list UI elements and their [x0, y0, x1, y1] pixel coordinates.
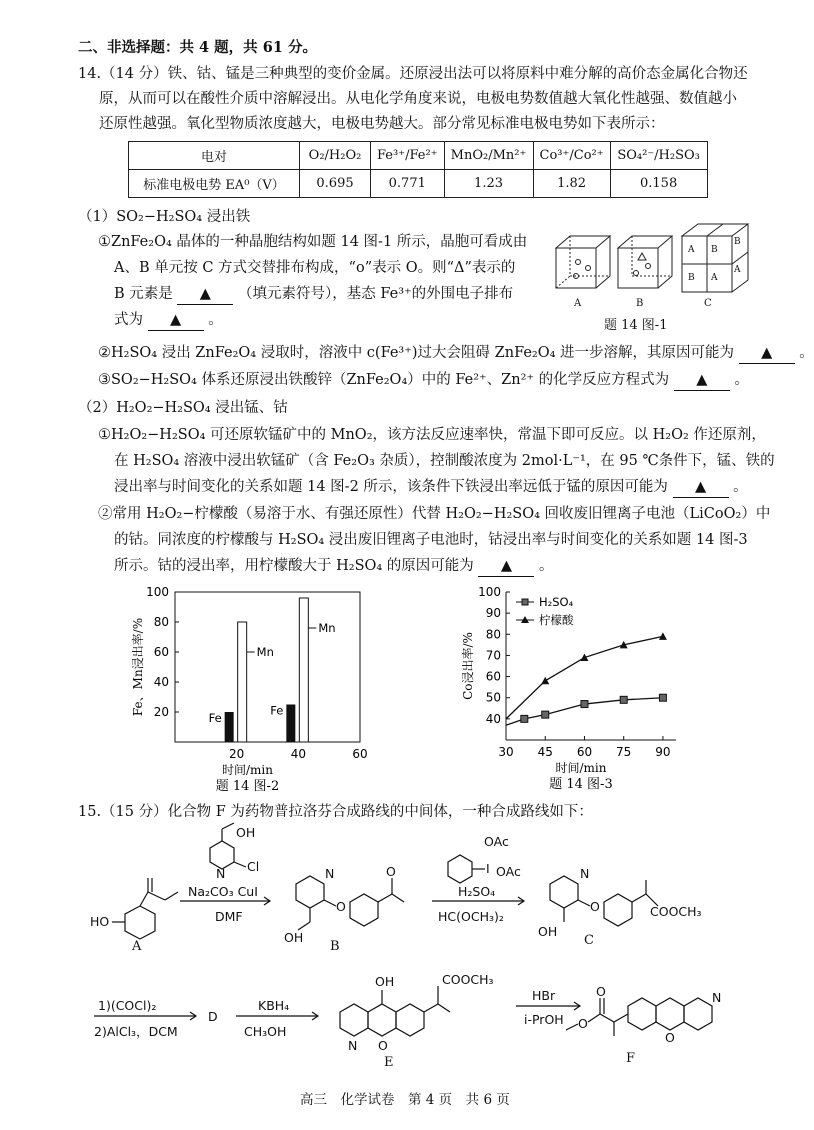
- period: 。: [734, 372, 749, 388]
- answer-blank[interactable]: [478, 556, 534, 577]
- bar-mn: [238, 622, 247, 742]
- y-axis-label: Co浸出率/%: [461, 632, 475, 700]
- label-d: D: [208, 1009, 218, 1024]
- step3-top: 1)(COCl)₂: [98, 998, 157, 1013]
- section-header: 二、非选择题：共 4 题，共 61 分。: [78, 39, 317, 56]
- point-h2so4: [659, 694, 666, 701]
- table-cell: MnO₂/Mn²⁺: [444, 142, 533, 170]
- y-axis-label: Fe、Mn浸出率/%: [131, 617, 145, 717]
- y-tick-label: 60: [485, 669, 501, 684]
- compound-f-pyridine: [684, 998, 712, 1030]
- label-a: A: [132, 939, 142, 954]
- y-tick-label: 40: [485, 711, 501, 726]
- legend-label-citric: 柠檬酸: [539, 613, 574, 627]
- part1-q1-line3: [114, 284, 513, 305]
- part1-q1-text-a: B 元素是: [114, 286, 173, 302]
- label-c: C: [584, 933, 594, 948]
- bar-fe: [225, 712, 234, 742]
- group-cl: Cl: [247, 859, 260, 874]
- fig2-bar-chart: [120, 584, 380, 794]
- period: 。: [799, 345, 814, 361]
- group-n: N: [580, 866, 590, 881]
- compound-e-pyridine: [340, 1004, 368, 1036]
- group-o: O: [378, 1038, 388, 1053]
- cell-c-label: A: [711, 273, 718, 283]
- q15-intro: 15.（15 分）化合物 F 为药物普拉洛芬合成路线的中间体，一种合成路线如下：: [78, 804, 593, 820]
- group-o: O: [578, 1016, 588, 1031]
- y-tick-label: 60: [153, 645, 169, 659]
- group-cooch3: COOCH₃: [650, 904, 702, 919]
- group-o: O: [386, 864, 396, 879]
- answer-blank[interactable]: [148, 310, 204, 331]
- step4-top: KBH₄: [258, 998, 290, 1013]
- reagent-iodobenzene-ring: [448, 855, 472, 883]
- y-tick-label: 100: [478, 585, 501, 599]
- point-h2so4: [542, 711, 549, 718]
- cell-a: [556, 236, 610, 288]
- table-cell: 0.695: [300, 170, 371, 198]
- part1-q1-line1: ①ZnFe₂O₄ 晶体的一种晶胞结构如题 14 图-1 所示，晶胞可看成由: [98, 234, 528, 250]
- y-tick-label: 90: [485, 606, 501, 621]
- x-tick-label: 75: [616, 745, 632, 759]
- part1-q1-text-b: （填元素符号），基态 Fe³⁺的外围电子排布: [237, 286, 514, 302]
- x-tick-label: 20: [229, 747, 245, 761]
- group-o: O: [336, 899, 346, 914]
- point-citric: [659, 632, 667, 640]
- group-cooch3: COOCH₃: [442, 972, 494, 987]
- reagent-pyridine-ring: [210, 841, 234, 869]
- group-oh: OH: [375, 974, 395, 989]
- x-tick-label: 60: [576, 745, 593, 759]
- step3-bottom: 2)AlCl₃，DCM: [94, 1024, 178, 1039]
- bar-label-fe: Fe: [270, 703, 284, 718]
- legend-label-h2so4: H₂SO₄: [539, 595, 574, 609]
- blank-mark: ▲: [696, 372, 708, 388]
- table-cell: 1.82: [533, 170, 610, 198]
- point-h2so4: [620, 696, 627, 703]
- y-tick-label: 40: [153, 675, 169, 689]
- step2-bottom: HC(OCH₃)₂: [438, 909, 504, 924]
- part1-q1-line2: A、B 单元按 C 方式交替排布构成，“o”表示 O。则“Δ”表示的: [114, 260, 516, 276]
- compound-f-pyran: [656, 998, 684, 1030]
- group-n: N: [216, 866, 226, 881]
- group-oh: OH: [538, 924, 558, 939]
- synthesis-route-diagram: [0, 826, 800, 1086]
- fig1-label-a: A: [574, 298, 582, 309]
- cell-c-label: B: [711, 245, 718, 255]
- table-cell: 0.158: [610, 170, 707, 198]
- fig1-caption: 题 14 图-1: [604, 318, 668, 333]
- chart-title: 题 14 图-2: [215, 779, 280, 794]
- part2-title: （2）H₂O₂−H₂SO₄ 浸出锰、钴: [78, 400, 288, 416]
- point-h2so4: [521, 715, 528, 722]
- part2-q2-text: 所示。钴的浸出率，用柠檬酸大于 H₂SO₄ 的原因可能为: [114, 558, 474, 574]
- compound-c-pyridine: [550, 876, 578, 908]
- step2-top: H₂SO₄: [458, 884, 496, 899]
- q14-intro-line3: 还原性越强。氧化型物质浓度越大，电极电势越大。部分常见标准电极电势如下表所示：: [99, 116, 665, 132]
- answer-blank[interactable]: [177, 284, 233, 305]
- potential-table: [128, 141, 708, 198]
- part2-q1-text: 浸出率与时间变化的关系如题 14 图-2 所示，该条件下铁浸出率远低于锰的原因可能为: [114, 479, 668, 495]
- group-oac: OAc: [484, 834, 509, 849]
- table-cell: 1.23: [444, 170, 533, 198]
- y-tick-label: 50: [485, 690, 501, 705]
- label-b: B: [330, 939, 340, 954]
- x-axis-label: 时间/min: [555, 761, 607, 775]
- legend-marker-h2so4: [522, 599, 528, 605]
- part2-q2-line2: 的钴。同浓度的柠檬酸与 H₂SO₄ 浸出废旧锂离子电池时，钴浸出率与时间变化的关系如题 14 图-3: [114, 532, 748, 548]
- step1-bottom: DMF: [215, 909, 243, 924]
- label-f: F: [626, 1051, 636, 1066]
- part2-q1-line1: ①H₂O₂−H₂SO₄ 可还原软锰矿中的 MnO₂，该方法反应速率快，常温下即可反应。以 H₂O₂ 作还原剂，: [98, 427, 766, 443]
- blank-mark: ▲: [761, 345, 773, 361]
- cell-c-label: A: [688, 245, 695, 255]
- part2-q1-line3: [114, 477, 748, 498]
- group-n: N: [348, 1038, 358, 1053]
- group-n: N: [325, 866, 335, 881]
- compound-f-benzene: [628, 998, 656, 1030]
- group-o: O: [590, 899, 600, 914]
- point-citric: [541, 677, 549, 685]
- group-oac: OAc: [496, 864, 521, 879]
- table-row: [129, 142, 708, 170]
- step1-top: Na₂CO₃ CuI: [188, 884, 258, 899]
- chart-title: 题 14 图-3: [549, 777, 613, 792]
- fig1-label-b: B: [636, 298, 644, 309]
- x-axis-label: 时间/min: [222, 763, 273, 777]
- y-tick-label: 20: [153, 705, 169, 719]
- y-tick-label: 80: [485, 627, 501, 642]
- y-tick-label: 70: [485, 648, 501, 663]
- q14-intro-line1: 14.（14 分）铁、钴、锰是三种典型的变价金属。还原浸出法可以将原料中难分解的高价态金属化合物还: [78, 66, 748, 82]
- group-n: N: [712, 990, 722, 1005]
- group-oh: OH: [284, 930, 304, 945]
- q14-intro-line2: 原，从而可以在酸性介质中溶解浸出。从电化学角度来说，电极电势数值越大氧化性越强、数值越小: [99, 91, 737, 107]
- answer-blank[interactable]: [739, 343, 795, 364]
- bar-label-mn: Mn: [318, 621, 336, 635]
- compound-e-pyran: [368, 1004, 396, 1036]
- part2-q2-line3: [114, 556, 554, 577]
- group-o: O: [665, 1030, 675, 1045]
- step5-top: HBr: [532, 988, 556, 1003]
- table-cell: Co³⁺/Co²⁺: [533, 142, 610, 170]
- blank-mark: ▲: [170, 312, 182, 328]
- compound-c-benzene: [604, 894, 632, 926]
- part1-q1-text-c: 式为: [114, 312, 143, 328]
- cell-b: [618, 236, 672, 288]
- step4-bottom: CH₃OH: [244, 1024, 287, 1039]
- part1-title: （1）SO₂−H₂SO₄ 浸出铁: [78, 209, 251, 225]
- part2-q2-line1: ②常用 H₂O₂−柠檬酸（易溶于水、有强还原性）代替 H₂O₂−H₂SO₄ 回收废旧锂离子电池（LiCoO₂）中: [98, 506, 771, 522]
- part1-q3: [98, 370, 749, 391]
- part2-q1-line2: 在 H₂SO₄ 溶液中浸出软锰矿（含 Fe₂O₃ 杂质），控制酸浓度为 2mol·L⁻¹，在 95 ℃条件下，锰、铁的: [114, 453, 775, 469]
- x-tick-label: 45: [537, 745, 553, 759]
- table-header-cell: 电对: [129, 142, 300, 170]
- table-row: [129, 170, 708, 198]
- fig3-line-chart: [458, 584, 688, 792]
- page-footer: 高三 化学试卷 第 4 页 共 6 页: [300, 1092, 510, 1108]
- answer-blank[interactable]: [673, 477, 729, 498]
- blank-mark: ▲: [694, 479, 707, 495]
- y-tick-label: 100: [146, 585, 169, 599]
- blank-mark: ▲: [199, 286, 211, 302]
- fig1-label-c: C: [704, 298, 712, 309]
- table-cell: SO₄²⁻/H₂SO₃: [610, 142, 707, 170]
- table-cell: 0.771: [371, 170, 445, 198]
- cell-c-label: B: [734, 237, 741, 247]
- plot-frame: [175, 592, 360, 742]
- group-oh: OH: [236, 825, 256, 840]
- x-tick-label: 40: [290, 747, 306, 761]
- compound-e-benzene: [396, 1004, 424, 1036]
- table-header-cell: 标准电极电势 EA⁰（V）: [129, 170, 300, 198]
- part1-q1-line4: [114, 310, 223, 331]
- answer-blank[interactable]: [674, 370, 730, 391]
- group-ho: HO: [90, 914, 110, 929]
- bar-label-mn: Mn: [256, 645, 274, 659]
- table-cell: O₂/H₂O₂: [300, 142, 371, 170]
- compound-b-benzene: [350, 894, 378, 926]
- x-tick-label: 30: [498, 745, 514, 759]
- compound-b-pyridine: [296, 876, 324, 908]
- point-h2so4: [581, 701, 588, 708]
- part1-q3-text: ③SO₂−H₂SO₄ 体系还原浸出铁酸锌（ZnFe₂O₄）中的 Fe²⁺、Zn²⁺ 的化学反应方程式为: [98, 372, 670, 388]
- cell-c-label: B: [688, 273, 695, 283]
- compound-a-ring: [125, 906, 155, 939]
- x-tick-label: 60: [352, 747, 368, 761]
- label-e: E: [384, 1055, 394, 1070]
- cell-c-label: A: [734, 265, 741, 275]
- group-o: O: [596, 984, 606, 999]
- step5-bottom: i-PrOH: [524, 1012, 564, 1027]
- group-i: I: [486, 861, 490, 876]
- table-cell: Fe³⁺/Fe²⁺: [371, 142, 445, 170]
- part1-q2: [98, 343, 814, 364]
- y-tick-label: 80: [153, 615, 169, 629]
- bar-fe: [286, 705, 295, 743]
- period: 。: [539, 558, 554, 574]
- bar-label-fe: Fe: [208, 711, 222, 725]
- blank-mark: ▲: [500, 558, 512, 574]
- bar-mn: [299, 598, 308, 742]
- period: 。: [733, 479, 748, 495]
- part1-q2-text: ②H₂SO₄ 浸出 ZnFe₂O₄ 浸取时，溶液中 c(Fe³⁺)过大会阻碍 ZnFe₂O₄ 进一步溶解，其原因可能为: [98, 345, 735, 361]
- x-tick-label: 90: [655, 745, 671, 759]
- period: 。: [208, 312, 223, 328]
